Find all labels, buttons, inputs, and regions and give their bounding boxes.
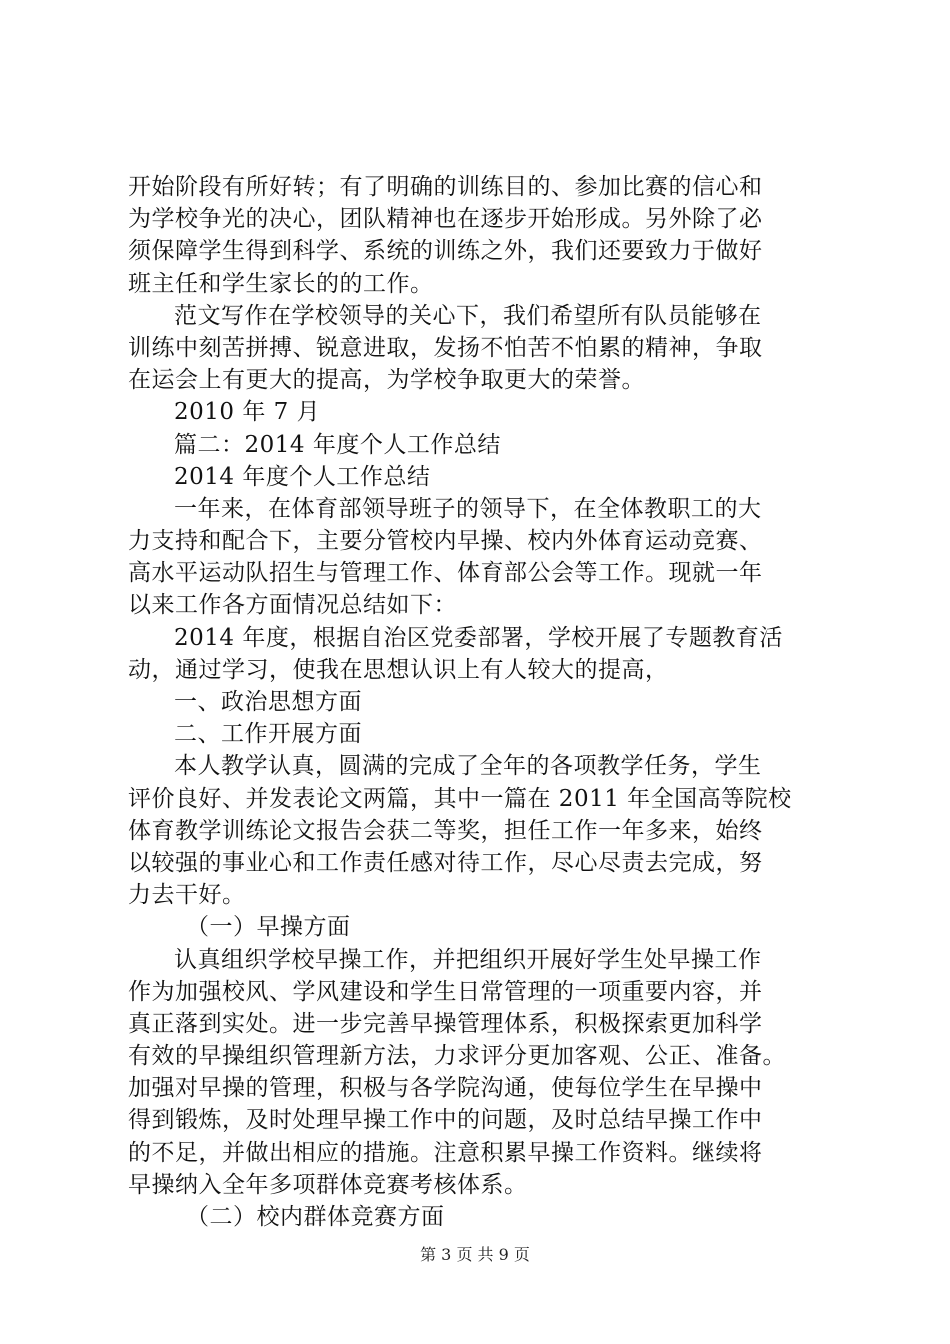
- text-line: 开始阶段有所好转；有了明确的训练目的、参加比赛的信心和: [128, 174, 763, 200]
- text-line: 评价良好、并发表论文两篇，其中一篇在 2011 年全国高等院校: [128, 785, 792, 812]
- text-line: 训练中刻苦拼搏、锐意进取，发扬不怕苦不怕累的精神，争取: [128, 334, 763, 361]
- paragraph-start-line: 一年来，在体育部领导班子的领导下，在全体教职工的大: [174, 495, 762, 522]
- date-line: 2010 年 7 月: [174, 399, 321, 426]
- heading-work: 二、工作开展方面: [174, 721, 362, 748]
- text-line: 体育教学训练论文报告会获二等奖，担任工作一年多来，始终: [128, 817, 763, 844]
- text-line: 作为加强校风、学风建设和学生日常管理的一项重要内容，并: [128, 978, 763, 1005]
- text-line: 真正落到实处。进一步完善早操管理体系，积极探索更加科学: [128, 1010, 763, 1037]
- heading-morning-exercise: （一）早操方面: [186, 914, 351, 941]
- text-line: 早操纳入全年多项群体竞赛考核体系。: [128, 1171, 528, 1198]
- text-line: 须保障学生得到科学、系统的训练之外，我们还要致力于做好: [128, 238, 763, 265]
- heading-political: 一、政治思想方面: [174, 689, 362, 715]
- document-body: [128, 171, 848, 1233]
- text-line: 力支持和配合下，主要分管校内早操、校内外体育运动竞赛、: [128, 528, 763, 555]
- text-line: 加强对早操的管理，积极与各学院沟通，使每位学生在早操中: [128, 1075, 763, 1102]
- heading-campus-competition: （二）校内群体竞赛方面: [186, 1204, 445, 1230]
- text-line: 力去干好。: [128, 882, 246, 909]
- text-line: 班主任和学生家长的的工作。: [128, 270, 434, 297]
- paragraph-start-line: 范文写作在学校领导的关心下，我们希望所有队员能够在: [174, 302, 762, 329]
- text-line: 得到锻炼，及时处理早操工作中的问题，及时总结早操工作中: [128, 1107, 763, 1134]
- text-line: 有效的早操组织管理新方法，力求评分更加客观、公正、准备。: [128, 1043, 786, 1070]
- text-line: 在运会上有更大的提高，为学校争取更大的荣誉。: [128, 367, 645, 394]
- text-line: 以来工作各方面情况总结如下：: [128, 592, 457, 619]
- page-number: 第 3 页 共 9 页: [420, 1245, 530, 1264]
- section-title: 篇二：2014 年度个人工作总结: [174, 431, 501, 458]
- paragraph-start-line: 本人教学认真，圆满的完成了全年的各项教学任务，学生: [174, 753, 762, 780]
- text-line: 以较强的事业心和工作责任感对待工作，尽心尽责去完成，努: [128, 849, 763, 876]
- document-title: 2014 年度个人工作总结: [174, 463, 431, 490]
- text-line: 高水平运动队招生与管理工作、体育部公会等工作。现就一年: [128, 560, 763, 587]
- text-line: 的不足，并做出相应的措施。注意积累早操工作资料。继续将: [128, 1139, 763, 1166]
- text-line: 动，通过学习，使我在思想认识上有人较大的提高，: [128, 656, 669, 683]
- text-line: 为学校争光的决心，团队精神也在逐步开始形成。另外除了必: [128, 206, 763, 233]
- paragraph-start-line: 认真组织学校早操工作，并把组织开展好学生处早操工作: [174, 946, 762, 973]
- paragraph-start-line: 2014 年度，根据自治区党委部署，学校开展了专题教育活: [174, 624, 783, 651]
